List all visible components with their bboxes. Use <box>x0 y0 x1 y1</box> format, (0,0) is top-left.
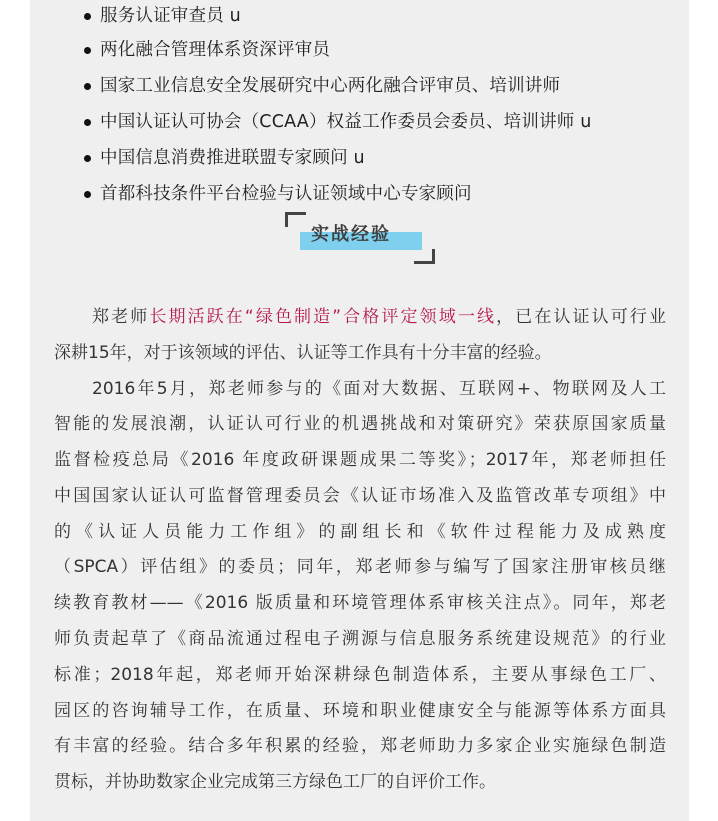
paragraph-line: 贯标，并协助数家企业完成第三方绿色工厂的自评价工作。 <box>54 772 496 792</box>
section-heading <box>285 212 435 264</box>
list-item-text: 首都科技条件平台检验与认证领域中心专家顾问 <box>100 184 472 204</box>
list-item-text: 中国认证认可协会（CCAA）权益工作委员会委员、培训讲师 u <box>100 112 592 132</box>
paragraph-line: 智能的发展浪潮，认证认可行业的机遇挑战和对策研究》荣获原国家质量 <box>54 414 666 434</box>
bullet-dot-icon <box>84 13 91 20</box>
text-run: ，已在认证认可行业 <box>496 307 667 327</box>
paragraph-line: 标准；2018年起，郑老师开始深耕绿色制造体系，主要从事绿色工厂、 <box>54 665 666 685</box>
corner-bracket-icon <box>414 249 435 264</box>
paragraph-line: 的《认证人员能力工作组》的副组长和《软件过程能力及成熟度 <box>54 522 666 542</box>
list-item <box>100 182 472 206</box>
paragraph-line: 师负责起草了《商品流通过程电子溯源与信息服务系统建设规范》的行业 <box>54 629 666 649</box>
paragraph-line: 续教育教材——《2016 版质量和环境管理体系审核关注点》。同年，郑老 <box>54 593 666 613</box>
list-item-text: 服务认证审查员 u <box>100 6 241 26</box>
paragraph-line <box>92 305 666 329</box>
paragraph-line: （SPCA）评估组》的委员；同年，郑老师参与编写了国家注册审核员继 <box>54 557 666 577</box>
list-item-text: 两化融合管理体系资深评审员 <box>100 40 331 60</box>
paragraph-line: 有丰富的经验。结合多年积累的经验，郑老师助力多家企业实施绿色制造 <box>54 736 666 756</box>
bullet-dot-icon <box>84 47 91 54</box>
content-panel <box>30 0 689 821</box>
list-item <box>100 110 592 134</box>
paragraph-line: 中国国家认证认可监督管理委员会《认证市场准入及监管改革专项组》中 <box>54 486 666 506</box>
list-item <box>100 74 560 98</box>
bullet-dot-icon <box>84 119 91 126</box>
paragraph-line: 深耕15年，对于该领域的评估、认证等工作具有十分丰富的经验。 <box>54 343 552 363</box>
bullet-dot-icon <box>84 155 91 162</box>
paragraph-line: 园区的咨询辅导工作，在质量、环境和职业健康安全与能源等体系方面具 <box>54 701 666 721</box>
bullet-dot-icon <box>84 191 91 198</box>
list-item-text: 国家工业信息安全发展研究中心两化融合评审员、培训讲师 <box>100 76 561 96</box>
text-run: 郑老师 <box>92 307 150 327</box>
section-title: 实战经验 <box>311 224 391 245</box>
bullet-dot-icon <box>84 83 91 90</box>
list-item <box>100 4 241 28</box>
corner-bracket-icon <box>285 212 306 227</box>
list-item-text: 中国信息消费推进联盟专家顾问 u <box>100 148 365 168</box>
paragraph-line: 监督检疫总局《2016 年度政研课题成果二等奖》；2017年，郑老师担任 <box>54 450 666 470</box>
highlighted-text: 长期活跃在“绿色制造”合格评定领域一线 <box>149 307 497 327</box>
paragraph-line: 2016年5月，郑老师参与的《面对大数据、互联网+、物联网及人工 <box>92 379 666 399</box>
list-item <box>100 38 330 62</box>
list-item <box>100 146 365 170</box>
